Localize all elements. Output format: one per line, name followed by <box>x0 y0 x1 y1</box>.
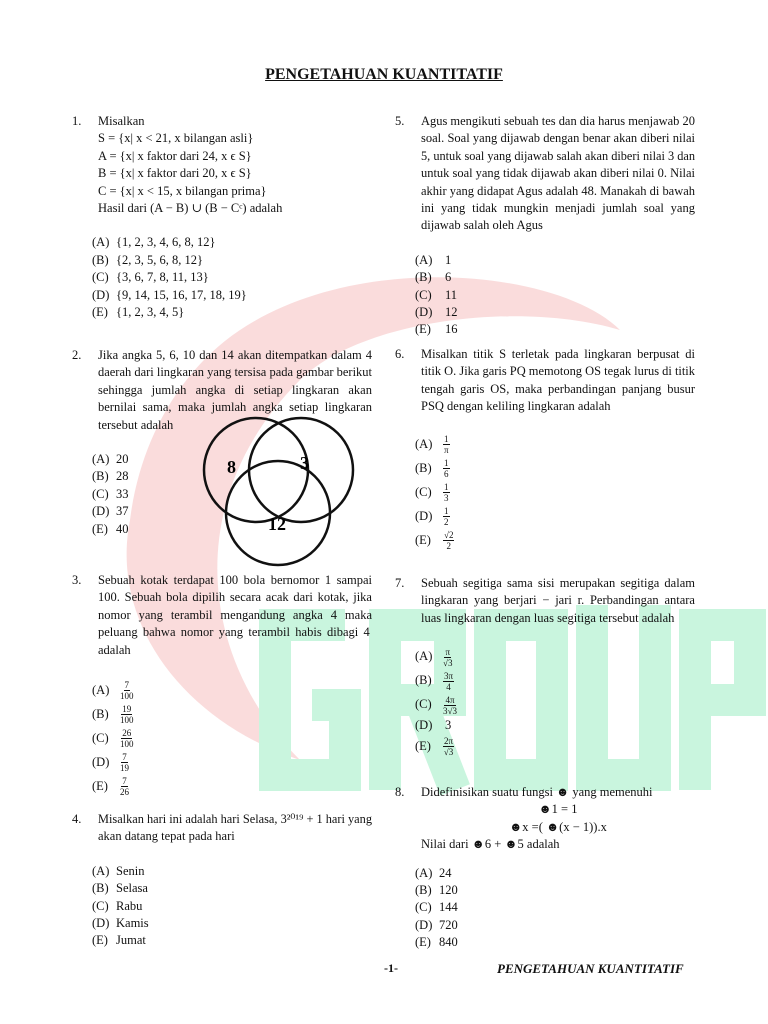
answer-option-a[interactable] <box>92 234 372 251</box>
option-text: 720 <box>439 917 458 932</box>
question-line <box>98 347 372 364</box>
question-line-text: Jika angka 5, 6, 10 dan 14 akan ditempatkan dalam 4 <box>98 348 373 362</box>
option-text: 840 <box>439 935 458 950</box>
option-text: 16 <box>445 322 458 337</box>
option-label: (C) <box>415 900 432 915</box>
answer-option-b[interactable] <box>415 882 695 899</box>
venn-circle-bottom <box>226 461 330 565</box>
fraction <box>443 671 454 692</box>
option-label: (D) <box>92 504 110 519</box>
question-number: 3. <box>72 573 82 587</box>
question-line-text: Sebuah kotak terdapat 100 bola bernomor 1 sampai <box>98 573 373 587</box>
spacer <box>395 627 695 645</box>
option-text: 11 <box>445 287 458 302</box>
option-text: 24 <box>439 865 452 880</box>
option-text: {1, 2, 3, 4, 5} <box>116 304 185 319</box>
numerator: 1 <box>444 482 449 493</box>
question-7 <box>395 575 695 759</box>
numerator: 1 <box>444 434 449 445</box>
answer-option-d[interactable] <box>415 505 695 529</box>
venn-value-bottom: 12 <box>268 514 286 534</box>
option-label: (A) <box>415 649 433 664</box>
question-line-text: bernilai sama, maka jumlah angka setiap lingkaran <box>98 400 373 415</box>
denominator: 100 <box>120 739 134 750</box>
answer-option-a[interactable] <box>415 433 695 457</box>
question-line <box>98 589 372 606</box>
question-line-text: soal. Soal yang dijawab dengan benar akan diberi nilai <box>421 131 695 146</box>
question-text <box>421 346 695 416</box>
question-6 <box>395 346 695 553</box>
answer-option-b[interactable] <box>92 880 372 897</box>
fraction <box>120 728 134 749</box>
answer-option-a[interactable] <box>415 252 695 269</box>
option-label: (C) <box>92 486 109 501</box>
question-line-text: nomor yang terambil mengandung angka 4 maka <box>98 607 372 622</box>
answer-options <box>92 234 372 321</box>
question-line-text: tersebut adalah <box>98 417 174 432</box>
option-label: (D) <box>92 916 110 930</box>
option-label: (C) <box>92 270 109 285</box>
option-label: (B) <box>92 881 109 896</box>
fraction <box>443 458 450 479</box>
answer-option-a[interactable] <box>415 865 695 882</box>
question-line-text: Agus mengikuti sebuah tes dan dia harus menjawab 20 <box>421 114 695 128</box>
question-line <box>421 592 695 609</box>
answer-option-b[interactable] <box>415 457 695 481</box>
answer-option-e[interactable] <box>415 934 695 951</box>
option-text: Kamis <box>116 916 149 930</box>
fraction <box>120 776 129 797</box>
answer-option-c[interactable] <box>415 693 695 717</box>
venn-circle-left <box>204 418 308 522</box>
fraction <box>443 647 452 668</box>
question-line <box>421 148 695 165</box>
option-text: 20 <box>116 451 129 466</box>
option-text: 12 <box>445 304 458 319</box>
option-label: (A) <box>92 863 110 878</box>
spacer <box>72 659 372 679</box>
answer-options <box>415 865 695 952</box>
question-line <box>98 811 372 828</box>
numerator: 1 <box>444 458 449 469</box>
question-5 <box>395 113 695 339</box>
question-line-text: sehingga jumlah angka di setiap lingkaran akan <box>98 382 372 397</box>
question-line <box>421 610 695 627</box>
numerator: √2 <box>444 530 454 541</box>
answer-option-e[interactable] <box>92 775 372 799</box>
answer-option-d[interactable] <box>92 915 372 932</box>
venn-diagram <box>198 413 363 571</box>
question-line-text: Misalkan titik S terletak pada lingkaran berpusat di <box>421 347 695 361</box>
fraction <box>443 434 450 455</box>
question-8 <box>395 784 695 952</box>
question-text <box>98 113 372 217</box>
answer-option-c[interactable] <box>92 898 372 915</box>
option-text: 33 <box>116 486 129 501</box>
question-line-text: Misalkan <box>98 114 145 128</box>
option-label: (A) <box>92 683 110 698</box>
option-label: (E) <box>415 322 431 337</box>
option-label: (C) <box>415 287 432 302</box>
question-line-text: A = {x| x faktor dari 24, x ϵ S} <box>98 148 252 163</box>
option-label: (B) <box>415 460 432 475</box>
answer-options <box>415 433 695 553</box>
answer-option-a[interactable] <box>92 679 372 703</box>
option-label: (E) <box>92 521 108 536</box>
question-3 <box>72 572 372 799</box>
question-line-text: Hasil dari (A − B) ∪ (B − Cᶜ) adalah <box>98 200 283 215</box>
question-number: 2. <box>72 348 82 362</box>
option-label: (E) <box>415 935 431 950</box>
numerator: π <box>445 646 450 657</box>
question-line-text: daerah dari lingkaran yang tersisa pada gambar berikut <box>98 365 372 380</box>
question-number: 1. <box>72 114 82 128</box>
question-line <box>98 642 372 659</box>
option-label: (B) <box>92 707 109 722</box>
question-line <box>421 575 695 592</box>
question-line-text: 5, untuk soal yang dijawab salah akan diberi nilai 3 dan <box>421 148 696 163</box>
question-line-text: Sebuah segitiga sama sisi merupakan segitiga dalam <box>421 576 695 590</box>
question-line <box>421 836 695 853</box>
numerator: 3π <box>444 670 454 681</box>
question-line-text: ini yang tidak mungkin menjadi jumlah soal yang <box>421 200 695 215</box>
question-text <box>98 811 372 846</box>
question-line <box>98 364 372 381</box>
question-text <box>421 113 695 235</box>
fraction <box>443 530 454 551</box>
option-label: (D) <box>92 755 110 770</box>
numerator: 19 <box>122 704 132 715</box>
option-label: (E) <box>92 304 108 319</box>
option-text: 28 <box>116 469 129 484</box>
denominator: √3 <box>443 747 454 758</box>
question-line <box>421 183 695 200</box>
question-4 <box>72 811 372 950</box>
answer-option-d[interactable] <box>415 717 695 734</box>
numerator: 4π <box>445 694 455 705</box>
denominator: 2 <box>446 541 451 552</box>
spacer <box>395 235 695 252</box>
question-text <box>421 784 695 854</box>
question-line <box>421 217 695 234</box>
question-line <box>98 148 372 165</box>
question-line-text: peluang bahwa nomor yang terambil habis dibagi 4 <box>98 625 370 640</box>
question-line-text: lingkaran yang berjari − jari r. Perbandingan antara <box>421 593 695 608</box>
option-label: (B) <box>92 469 109 484</box>
question-line-text: akan datang tepat pada hari <box>98 829 235 844</box>
fraction <box>443 482 450 503</box>
answer-option-d[interactable] <box>415 917 695 934</box>
option-label: (C) <box>92 731 109 746</box>
question-number: 4. <box>72 812 82 826</box>
option-text: 3 <box>445 718 452 733</box>
question-line <box>98 607 372 624</box>
question-line-text: Nilai dari ☻6 + ☻5 adalah <box>421 837 560 852</box>
venn-value-right: 3 <box>300 453 309 473</box>
question-line <box>98 200 372 217</box>
option-text: 6 <box>445 270 452 285</box>
option-label: (E) <box>415 738 431 753</box>
answer-option-b[interactable] <box>92 252 372 269</box>
spacer <box>395 416 695 433</box>
question-line-text: ☻1 = 1 <box>538 802 578 817</box>
question-line <box>421 784 695 801</box>
answer-option-d[interactable] <box>92 751 372 775</box>
fraction <box>443 695 457 716</box>
answer-option-a[interactable] <box>92 863 372 880</box>
question-text <box>98 572 372 659</box>
question-1 <box>72 113 372 321</box>
page-title: PENGETAHUAN KUANTITATIF <box>265 66 503 83</box>
answer-option-e[interactable] <box>415 735 695 759</box>
fraction <box>120 704 134 725</box>
question-line-text: Didefinisikan suatu fungsi ☻ yang memenuhi <box>421 785 653 799</box>
question-line <box>421 130 695 147</box>
option-text: {9, 14, 15, 16, 17, 18, 19} <box>116 287 247 302</box>
answer-option-e[interactable] <box>415 321 695 338</box>
question-line-text: tengah garis OS, maka perbandingan panjang busur <box>421 381 695 396</box>
answer-options <box>92 679 372 799</box>
option-text: Selasa <box>116 881 148 896</box>
numerator: 7 <box>122 776 127 787</box>
page-number: -1- <box>384 961 398 975</box>
question-number: 7. <box>395 576 405 590</box>
option-text: 144 <box>439 900 458 915</box>
question-line <box>421 165 695 182</box>
question-line <box>421 819 695 836</box>
denominator: 6 <box>444 469 449 480</box>
question-line-text: Misalkan hari ini adalah hari Selasa, 3²⁰¹⁹ + 1 hari yang <box>98 812 372 826</box>
answer-options <box>415 645 695 758</box>
numerator: 1 <box>444 506 449 517</box>
question-line-text: untuk soal yang tidak dijawab akan diberi nilai 0. Nilai <box>421 166 696 181</box>
option-label: (A) <box>92 451 110 466</box>
option-text: 120 <box>439 882 458 897</box>
answer-options <box>92 863 372 950</box>
answer-option-c[interactable] <box>415 481 695 505</box>
venn-value-left: 8 <box>227 457 236 477</box>
question-line <box>421 381 695 398</box>
option-text: {2, 3, 5, 6, 8, 12} <box>116 252 203 267</box>
question-line-text: dijawab salah oleh Agus <box>421 218 543 233</box>
option-label: (C) <box>92 898 109 913</box>
denominator: 100 <box>120 691 134 702</box>
option-text: Rabu <box>116 898 143 913</box>
option-label: (D) <box>415 718 433 733</box>
option-label: (B) <box>415 270 432 285</box>
numerator: 2π <box>444 736 454 747</box>
numerator: 7 <box>124 680 129 691</box>
option-text: {1, 2, 3, 4, 6, 8, 12} <box>116 235 216 250</box>
denominator: 3 <box>444 493 449 504</box>
answer-option-c[interactable] <box>415 287 695 304</box>
question-number: 6. <box>395 347 405 361</box>
spacer <box>72 217 372 234</box>
answer-option-b[interactable] <box>415 669 695 693</box>
option-label: (B) <box>415 673 432 688</box>
option-label: (A) <box>415 865 433 880</box>
question-line-text: adalah <box>98 642 131 657</box>
question-line-text: ☻x =( ☻(x − 1)).x <box>509 819 607 834</box>
denominator: 2 <box>444 517 449 528</box>
question-line-text: 100. Sebuah bola dipilih secara acak dari kotak, jika <box>98 590 372 605</box>
option-label: (B) <box>415 882 432 897</box>
answer-option-e[interactable] <box>92 304 372 321</box>
option-label: (D) <box>415 917 433 932</box>
answer-options <box>415 252 695 339</box>
question-line-text: S = {x| x < 21, x bilangan asli} <box>98 131 254 146</box>
answer-option-c[interactable] <box>92 269 372 286</box>
question-line <box>421 346 695 363</box>
numerator: 7 <box>122 752 127 763</box>
question-line <box>421 200 695 217</box>
option-text: 37 <box>116 504 129 519</box>
question-line <box>421 398 695 415</box>
answer-option-e[interactable] <box>415 529 695 553</box>
option-label: (D) <box>415 508 433 523</box>
option-label: (A) <box>92 235 110 250</box>
question-line-text: titik O. Jika garis PQ memotong OS tegak lurus di titik <box>421 364 695 379</box>
question-line-text: luas lingkaran dengan luas segitiga tersebut adalah <box>421 610 675 625</box>
denominator: √3 <box>443 657 453 668</box>
answer-option-a[interactable] <box>415 645 695 669</box>
question-line <box>98 828 372 845</box>
footer-title: PENGETAHUAN KUANTITATIF <box>497 961 684 976</box>
answer-option-c[interactable] <box>92 727 372 751</box>
question-line-text: PSQ dengan keliling lingkaran adalah <box>421 399 611 414</box>
denominator: 19 <box>120 763 129 774</box>
spacer <box>395 854 695 865</box>
answer-option-b[interactable] <box>415 269 695 286</box>
question-line-text: C = {x| x < 15, x bilangan prima} <box>98 183 267 198</box>
denominator: 100 <box>120 715 134 726</box>
answer-option-e[interactable] <box>92 932 372 949</box>
option-text: Jumat <box>116 933 146 948</box>
question-line-text: akhir yang didapat Agus adalah 48. Manakah di bawah <box>421 183 696 198</box>
option-label: (C) <box>415 697 432 712</box>
question-line <box>98 183 372 200</box>
question-line <box>98 130 372 147</box>
option-label: (E) <box>415 532 431 547</box>
question-text <box>421 575 695 627</box>
option-label: (B) <box>92 252 109 267</box>
question-line <box>98 572 372 589</box>
option-text: Senin <box>116 863 145 878</box>
option-label: (C) <box>415 484 432 499</box>
fraction <box>120 680 134 701</box>
answer-option-d[interactable] <box>415 304 695 321</box>
option-label: (E) <box>92 779 108 794</box>
option-label: (A) <box>415 436 433 451</box>
question-line-text: B = {x| x faktor dari 20, x ϵ S} <box>98 166 252 181</box>
denominator: π <box>443 445 449 456</box>
question-line <box>98 165 372 182</box>
question-number: 8. <box>395 785 405 799</box>
option-label: (E) <box>92 933 108 948</box>
question-line <box>421 801 695 818</box>
question-line <box>98 113 372 130</box>
option-label: (D) <box>92 287 110 302</box>
fraction <box>443 506 450 527</box>
denominator: 3√3 <box>443 705 457 716</box>
option-label: (D) <box>415 304 433 319</box>
option-text: 40 <box>116 521 129 536</box>
numerator: 26 <box>122 728 132 739</box>
spacer <box>72 846 372 863</box>
option-text: {3, 6, 7, 8, 11, 13} <box>116 270 209 285</box>
question-line <box>421 113 695 130</box>
fraction <box>443 736 454 757</box>
question-line <box>98 624 372 641</box>
option-label: (A) <box>415 252 433 267</box>
question-line <box>421 363 695 380</box>
answer-option-d[interactable] <box>92 287 372 304</box>
option-text: 1 <box>445 252 452 267</box>
question-number: 5. <box>395 114 405 128</box>
answer-option-c[interactable] <box>415 899 695 916</box>
answer-option-b[interactable] <box>92 703 372 727</box>
denominator: 26 <box>120 787 129 798</box>
denominator: 4 <box>446 681 451 692</box>
fraction <box>120 752 129 773</box>
question-line <box>98 382 372 399</box>
